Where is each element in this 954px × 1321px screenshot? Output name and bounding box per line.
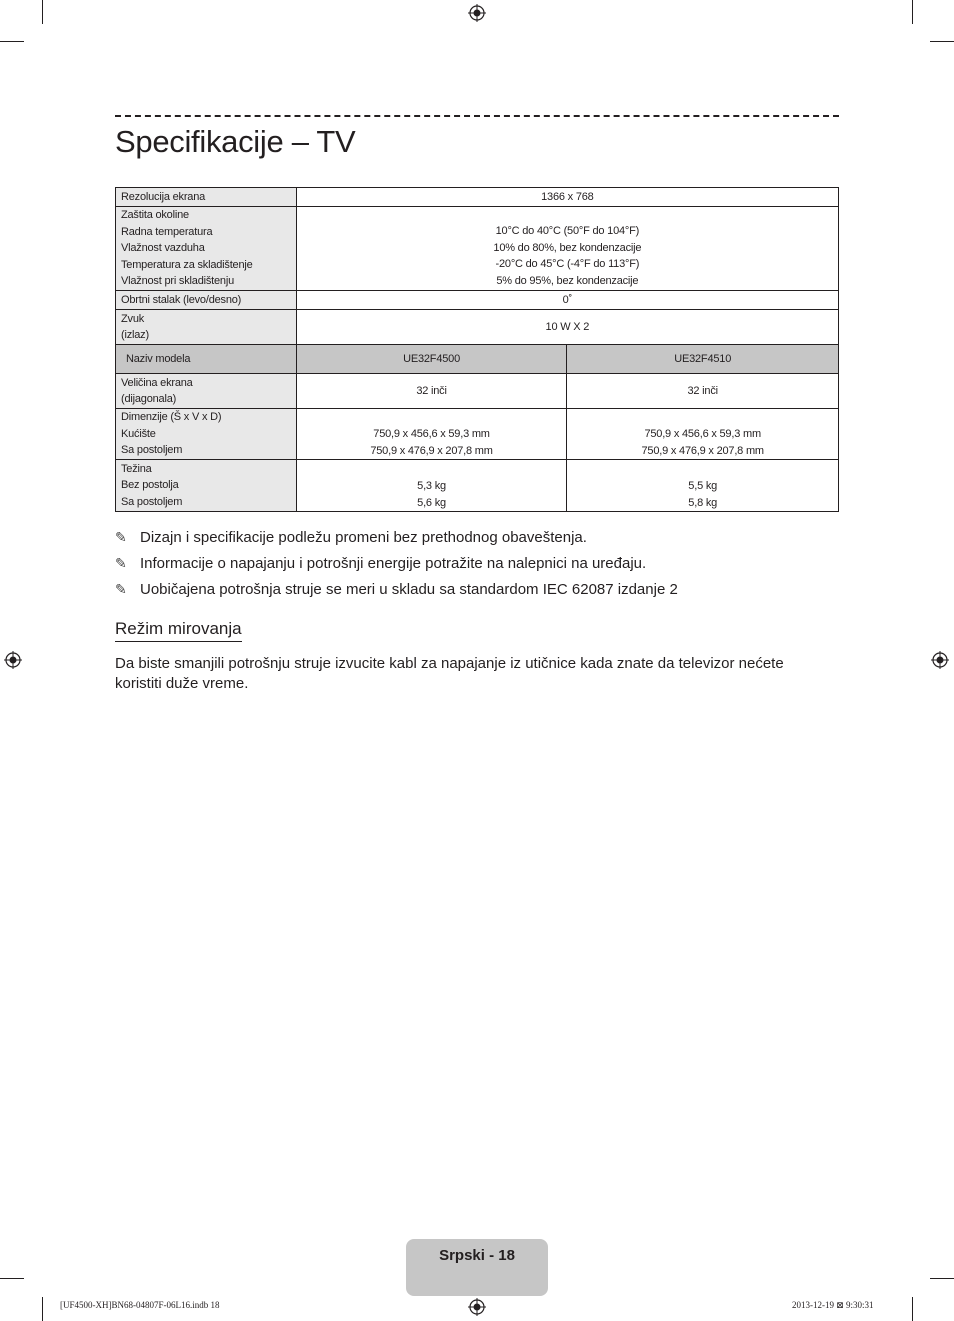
value-line: 5,6 kg: [417, 496, 446, 509]
table-row: [116, 188, 839, 207]
value-line: 10°C do 40°C (50°F do 104°F): [495, 225, 640, 237]
row-value: 10 W X 2: [296, 310, 838, 345]
table-row: [116, 460, 839, 512]
table-row: [116, 310, 839, 345]
label-line: Bez postolja: [121, 479, 179, 492]
table-row: [116, 291, 839, 310]
crop-mark: [912, 1297, 913, 1321]
note-item: [115, 524, 839, 550]
label-line: Vlažnost pri skladištenju: [121, 275, 235, 288]
crop-mark: [930, 41, 954, 42]
label-line: (izlaz): [121, 329, 149, 341]
note-text: Dizajn i specifikacije podležu promeni bez prethodnog obaveštenja.: [140, 528, 587, 546]
notes-list: [115, 524, 839, 602]
label-line: Zvuk: [121, 312, 145, 325]
pencil-note-icon: ✎: [115, 528, 127, 545]
label-line: (dijagonala): [121, 393, 177, 405]
label-line: Sa postoljem: [121, 444, 183, 457]
model-name: UE32F4510: [567, 345, 839, 374]
row-label: [116, 374, 297, 409]
crop-mark: [42, 0, 43, 24]
label-line: Veličina ekrana: [121, 376, 193, 389]
label-line: Temperatura za skladištenje: [121, 258, 253, 271]
crop-mark: [930, 1278, 954, 1279]
value-line: 750,9 x 456,6 x 59,3 mm: [644, 428, 761, 440]
table-row: [116, 374, 839, 409]
label-line: Kućište: [121, 427, 156, 440]
row-label: [116, 207, 297, 291]
label-line: Vlažnost vazduha: [121, 242, 205, 255]
row-label: [116, 409, 297, 460]
section-paragraph: Da biste smanjili potrošnju struje izvucite kabl za napajanje iz utičnice kada znate da televizor nećete koristiti duže vreme.: [115, 655, 784, 692]
note-item: [115, 550, 839, 576]
crop-mark: [0, 41, 24, 42]
row-value: [296, 207, 838, 291]
row-label: [116, 310, 297, 345]
page-title: Specifikacije – TV: [115, 124, 356, 159]
value-line: 750,9 x 476,9 x 207,8 mm: [370, 444, 493, 457]
model-label: Naziv modela: [116, 345, 297, 374]
print-timestamp: 2013-12-19 ⊠ 9:30:31: [792, 1300, 874, 1310]
section-heading: Režim mirovanja: [115, 618, 242, 642]
value-line: 5,5 kg: [688, 480, 718, 492]
crop-mark: [0, 1278, 24, 1279]
note-item: [115, 576, 839, 602]
row-label: Obrtni stalak (levo/desno): [116, 291, 297, 310]
page-number-badge: Srpski - 18: [406, 1239, 548, 1296]
row-value: 32 inči: [567, 374, 839, 409]
value-line: 750,9 x 476,9 x 207,8 mm: [641, 444, 764, 457]
label-line: Zaštita okoline: [121, 209, 189, 222]
note-text: Uobičajena potrošnja struje se meri u skladu sa standardom IEC 62087 izdanje 2: [140, 580, 678, 598]
model-name: UE32F4500: [296, 345, 567, 374]
value-line: 5% do 95%, bez kondenzacije: [496, 274, 639, 287]
value-line: -20°C do 45°C (-4°F do 113°F): [495, 258, 640, 270]
row-value: 1366 x 768: [296, 188, 838, 207]
table-row: [116, 409, 839, 460]
registration-mark-icon: [931, 651, 949, 669]
crop-mark: [912, 0, 913, 24]
registration-mark-icon: [468, 1298, 486, 1316]
label-line: Sa postoljem: [121, 495, 183, 508]
row-value: 32 inči: [296, 374, 567, 409]
value-line: 5,8 kg: [688, 496, 718, 509]
pencil-note-icon: ✎: [115, 580, 127, 597]
spec-table: [115, 187, 839, 512]
registration-mark-icon: [4, 651, 22, 669]
row-value: [296, 460, 567, 512]
registration-mark-icon: [468, 4, 486, 22]
label-line: Radna temperatura: [121, 225, 213, 238]
pencil-note-icon: ✎: [115, 554, 127, 571]
label-line: Dimenzije (Š x V x D): [121, 411, 222, 424]
value-line: 750,9 x 456,6 x 59,3 mm: [373, 428, 490, 440]
file-info: [UF4500-XH]BN68-04807F-06L16.indb 18: [60, 1300, 220, 1310]
row-value: [567, 460, 839, 512]
table-row-model-header: [116, 345, 839, 374]
row-label: [116, 460, 297, 512]
row-label: Rezolucija ekrana: [116, 188, 297, 207]
crop-mark: [42, 1297, 43, 1321]
value-line: 10% do 80%, bez kondenzacije: [493, 241, 642, 254]
title-dashed-rule: [115, 115, 839, 117]
row-value: 0˚: [296, 291, 838, 310]
table-row: [116, 207, 839, 291]
label-line: Težina: [121, 462, 152, 475]
row-value: [296, 409, 567, 460]
note-text: Informacije o napajanju i potrošnji energije potražite na nalepnici na uređaju.: [140, 554, 647, 572]
value-line: 5,3 kg: [417, 480, 446, 492]
row-value: [567, 409, 839, 460]
